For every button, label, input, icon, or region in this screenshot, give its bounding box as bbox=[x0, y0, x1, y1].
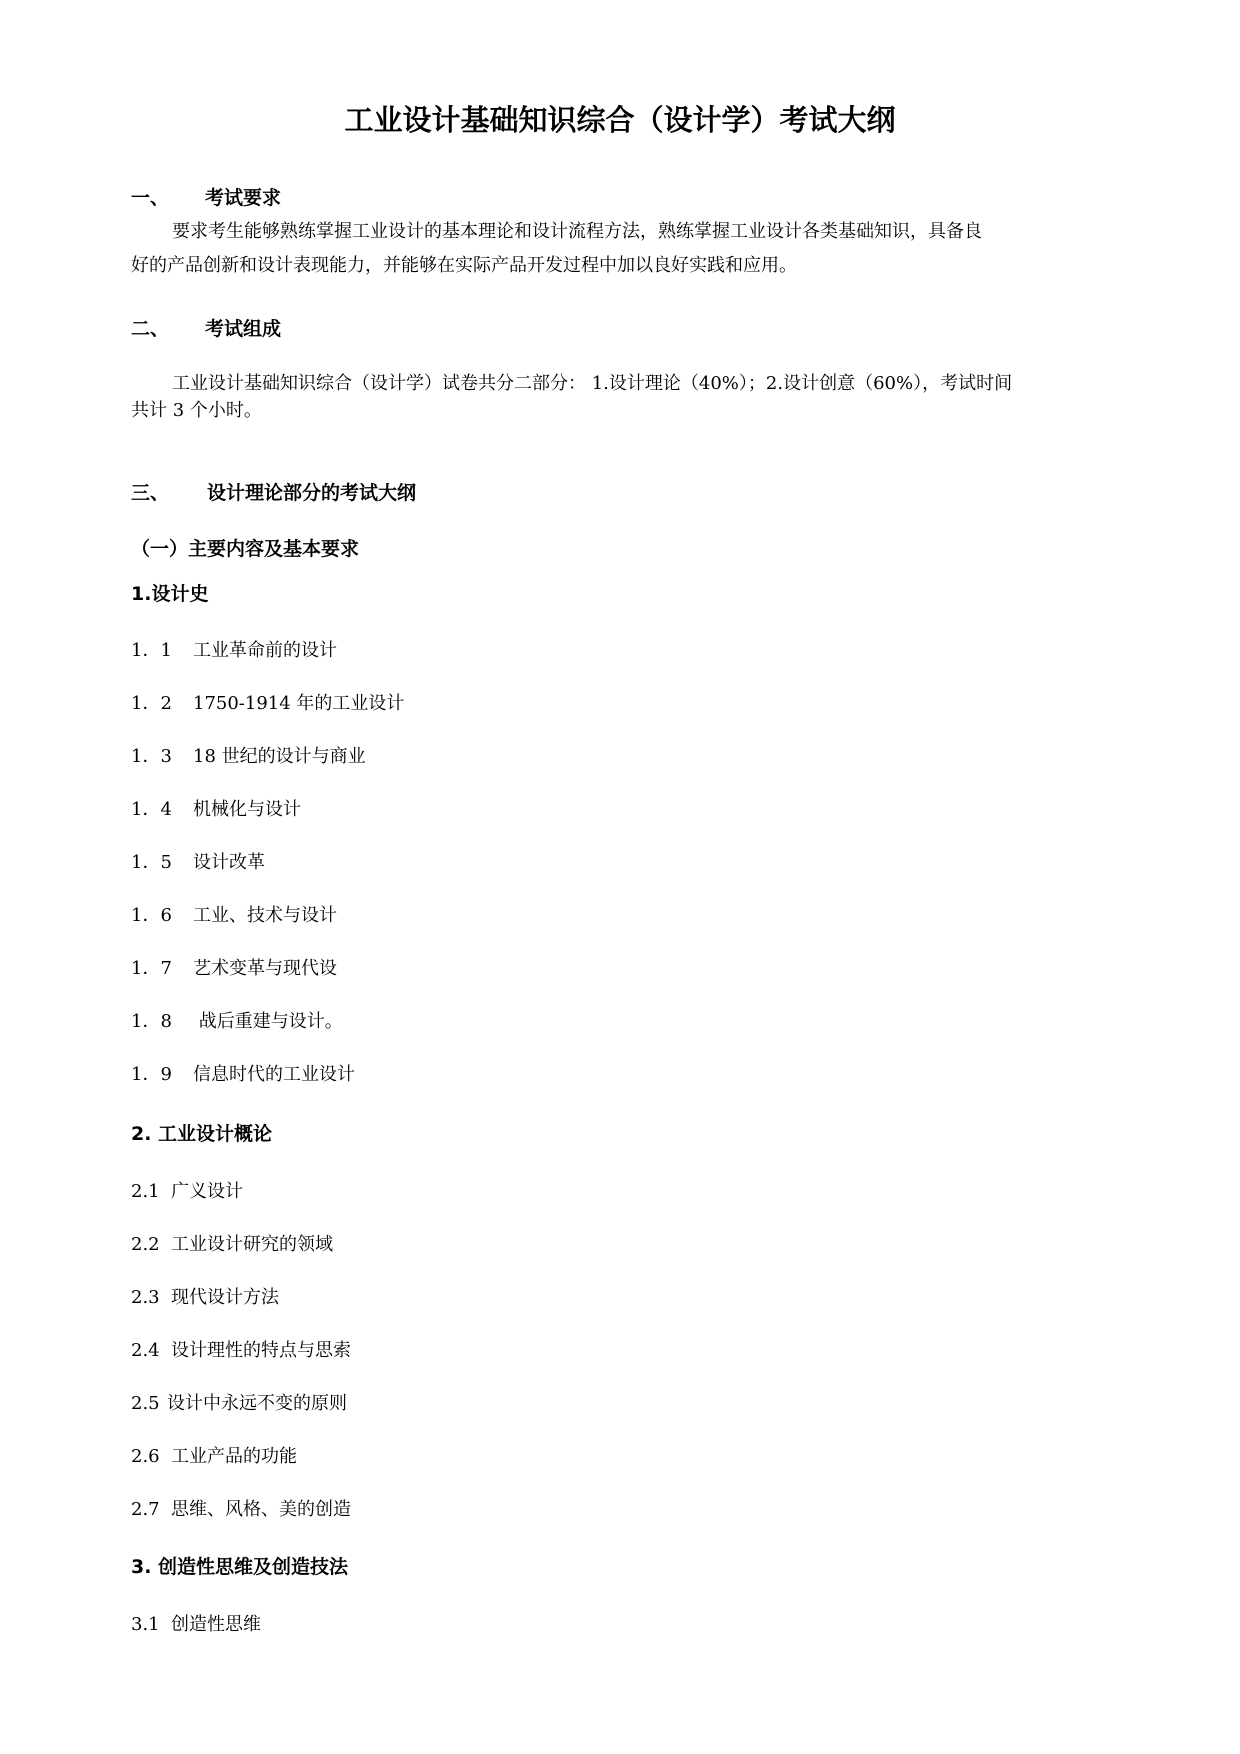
topic-1-item bbox=[131, 1013, 343, 1031]
item-number: 1．3 bbox=[131, 746, 172, 767]
composition-line-1: 工业设计基础知识综合（设计学）试卷共分二部分： 1.设计理论（40%）；2.设计创意（60%），考试时间 bbox=[172, 373, 1013, 394]
topic-3-heading: 3. 创造性思维及创造技法 bbox=[131, 1556, 349, 1578]
item-number: 1．6 bbox=[131, 905, 172, 926]
topic-3-item bbox=[131, 1616, 261, 1634]
topic-2-item bbox=[131, 1183, 243, 1201]
item-number: 2.5 bbox=[131, 1393, 160, 1414]
item-number: 1．2 bbox=[131, 693, 172, 714]
section-2-number: 二、 bbox=[131, 318, 170, 340]
document-title: 工业设计基础知识综合（设计学）考试大纲 bbox=[344, 103, 896, 137]
topic-1-item bbox=[131, 1066, 355, 1084]
item-text: 艺术变革与现代设 bbox=[193, 958, 337, 979]
topic-1-item bbox=[131, 801, 301, 819]
item-text: 战后重建与设计。 bbox=[193, 1011, 343, 1032]
topic-1-item bbox=[131, 695, 404, 713]
topic-2-item bbox=[131, 1501, 351, 1519]
topic-1-item bbox=[131, 642, 337, 660]
section-3-number: 三、 bbox=[131, 482, 170, 504]
requirements-line-2: 好的产品创新和设计表现能力，并能够在实际产品开发过程中加以良好实践和应用。 bbox=[131, 255, 797, 276]
item-number: 1．1 bbox=[131, 640, 172, 661]
item-number: 2.2 bbox=[131, 1234, 160, 1255]
item-text: 机械化与设计 bbox=[193, 799, 301, 820]
item-number: 2.3 bbox=[131, 1287, 160, 1308]
item-text: 设计中永远不变的原则 bbox=[167, 1393, 347, 1414]
topic-2-item bbox=[131, 1236, 333, 1254]
section-3-heading: 设计理论部分的考试大纲 bbox=[207, 482, 417, 504]
item-text: 工业革命前的设计 bbox=[193, 640, 337, 661]
topic-1-heading: 1.设计史 bbox=[131, 583, 209, 605]
item-text: 工业设计研究的领域 bbox=[171, 1234, 333, 1255]
topic-1-item bbox=[131, 748, 366, 766]
item-number: 2.6 bbox=[131, 1446, 160, 1467]
item-text: 设计理性的特点与思索 bbox=[171, 1340, 351, 1361]
section-1-number: 一、 bbox=[131, 187, 170, 209]
item-number: 1．9 bbox=[131, 1064, 172, 1085]
section-2-heading: 考试组成 bbox=[205, 318, 282, 340]
topic-1-item bbox=[131, 907, 337, 925]
item-number: 1．7 bbox=[131, 958, 172, 979]
section-1-heading: 考试要求 bbox=[205, 187, 282, 209]
topic-2-heading: 2. 工业设计概论 bbox=[131, 1123, 273, 1145]
item-text: 设计改革 bbox=[193, 852, 265, 873]
item-number: 1．5 bbox=[131, 852, 172, 873]
item-number: 2.1 bbox=[131, 1181, 160, 1202]
topic-2-item bbox=[131, 1448, 297, 1466]
item-number: 2.4 bbox=[131, 1340, 160, 1361]
item-text: 广义设计 bbox=[171, 1181, 243, 1202]
item-number: 1．4 bbox=[131, 799, 172, 820]
topic-1-item bbox=[131, 854, 265, 872]
item-text: 18 世纪的设计与商业 bbox=[193, 746, 366, 767]
topic-1-item bbox=[131, 960, 337, 978]
item-text: 现代设计方法 bbox=[171, 1287, 279, 1308]
item-text: 工业产品的功能 bbox=[171, 1446, 297, 1467]
topic-2-item bbox=[131, 1289, 279, 1307]
topic-2-item bbox=[131, 1395, 347, 1413]
item-text: 工业、技术与设计 bbox=[193, 905, 337, 926]
item-text: 思维、风格、美的创造 bbox=[171, 1499, 351, 1520]
topic-2-item bbox=[131, 1342, 351, 1360]
item-text: 信息时代的工业设计 bbox=[193, 1064, 355, 1085]
item-text: 创造性思维 bbox=[171, 1614, 261, 1635]
requirements-line-1: 要求考生能够熟练掌握工业设计的基本理论和设计流程方法，熟练掌握工业设计各类基础知识，具备良 bbox=[172, 221, 982, 242]
subsection-heading: （一）主要内容及基本要求 bbox=[131, 538, 360, 560]
item-number: 1．8 bbox=[131, 1011, 172, 1032]
item-number: 3.1 bbox=[131, 1614, 160, 1635]
composition-line-2: 共计 3 个小时。 bbox=[131, 400, 262, 421]
item-text: 1750-1914 年的工业设计 bbox=[193, 693, 405, 714]
item-number: 2.7 bbox=[131, 1499, 160, 1520]
